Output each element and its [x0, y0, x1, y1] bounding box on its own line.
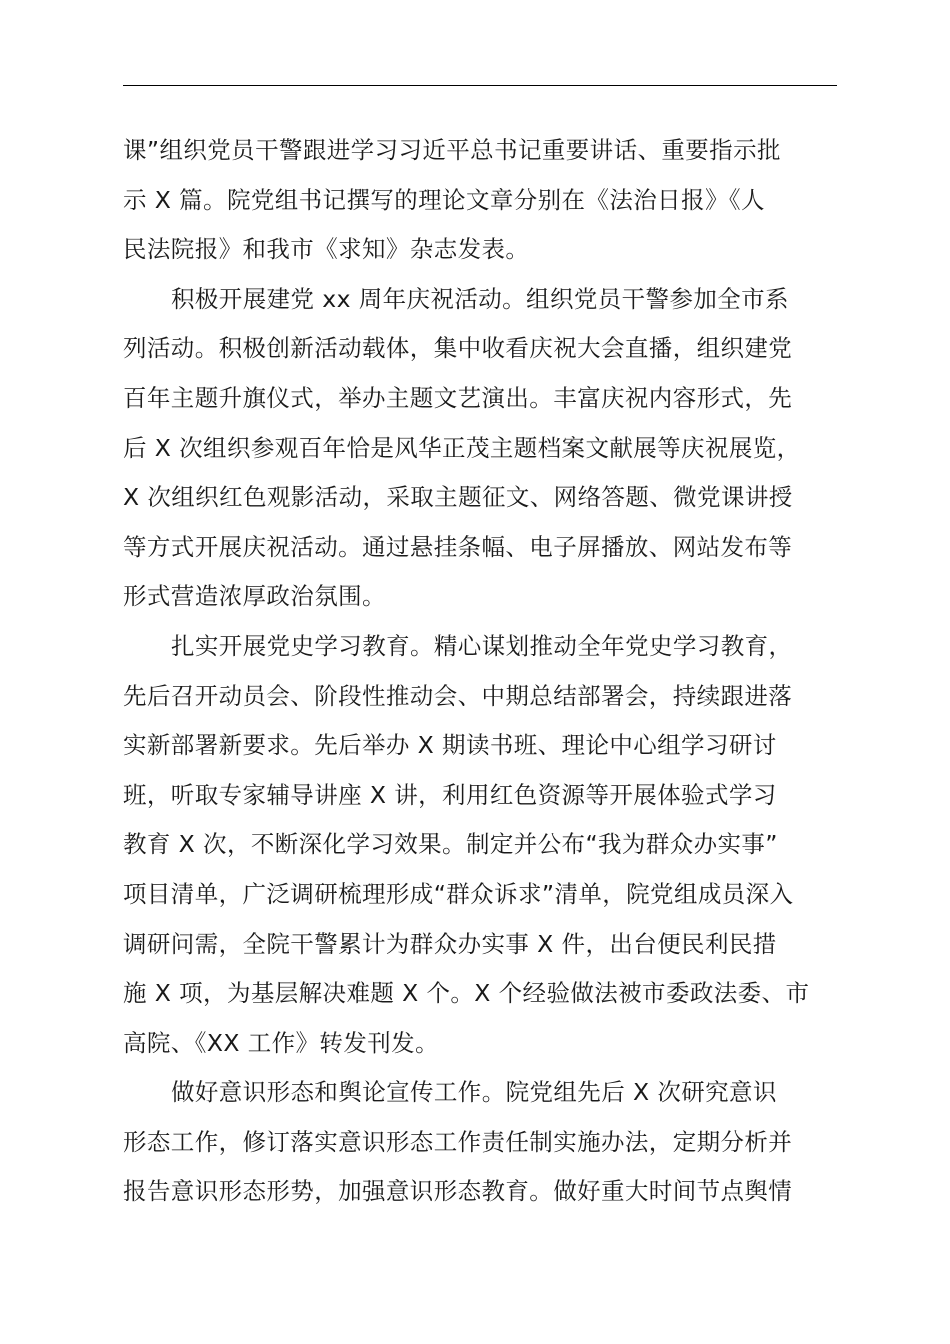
- text-line: 报告意识形态形势，加强意识形态教育。做好重大时间节点舆情: [123, 1177, 793, 1206]
- text-line: 民法院报》和我市《求知》杂志发表。: [123, 235, 530, 264]
- document-body: [123, 126, 853, 1217]
- text-line: 项目清单，广泛调研梳理形成“群众诉求”清单，院党组成员深入: [123, 879, 794, 908]
- text-line: 后 X 次组织参观百年恰是风华正茂主题档案文献展等庆祝展览，: [123, 433, 801, 462]
- paragraph-first-line: 积极开展建党 xx 周年庆祝活动。组织党员干警参加全市系: [171, 284, 789, 313]
- paragraph-first-line: 做好意识形态和舆论宣传工作。院党组先后 X 次研究意识: [171, 1078, 777, 1107]
- text-line: 列活动。积极创新活动载体，集中收看庆祝大会直播，组织建党: [123, 334, 793, 363]
- text-line: 施 X 项，为基层解决难题 X 个。X 个经验做法被市委政法委、市: [123, 979, 810, 1008]
- text-line: 形态工作，修订落实意识形态工作责任制实施办法，定期分析并: [123, 1127, 793, 1156]
- text-line: 课”组织党员干警跟进学习习近平总书记重要讲话、重要指示批: [123, 136, 781, 164]
- text-line: 等方式开展庆祝活动。通过悬挂条幅、电子屏播放、网站发布等: [123, 532, 793, 561]
- text-line: 百年主题升旗仪式，举办主题文艺演出。丰富庆祝内容形式，先: [123, 383, 793, 412]
- text-line: 形式营造浓厚政治氛围。: [123, 582, 386, 611]
- paragraph-first-line: 扎实开展党史学习教育。精心谋划推动全年党史学习教育，: [171, 631, 793, 660]
- header-rule: [123, 85, 837, 86]
- text-line: 高院、《XX 工作》转发刊发。: [123, 1028, 439, 1057]
- text-line: 实新部署新要求。先后举办 X 期读书班、理论中心组学习研讨: [123, 731, 777, 760]
- text-line: X 次组织红色观影活动，采取主题征文、网络答题、微党课讲授: [123, 483, 793, 512]
- text-line: 示 X 篇。院党组书记撰写的理论文章分别在《法治日报》《人: [123, 185, 765, 214]
- text-line: 教育 X 次，不断深化学习效果。制定并公布“我为群众办实事”: [123, 830, 778, 859]
- text-line: 先后召开动员会、阶段性推动会、中期总结部署会，持续跟进落: [123, 681, 793, 710]
- text-line: 调研问需，全院干警累计为群众办实事 X 件，出台便民利民措: [123, 929, 777, 958]
- text-line: 班，听取专家辅导讲座 X 讲，利用红色资源等开展体验式学习: [123, 780, 777, 809]
